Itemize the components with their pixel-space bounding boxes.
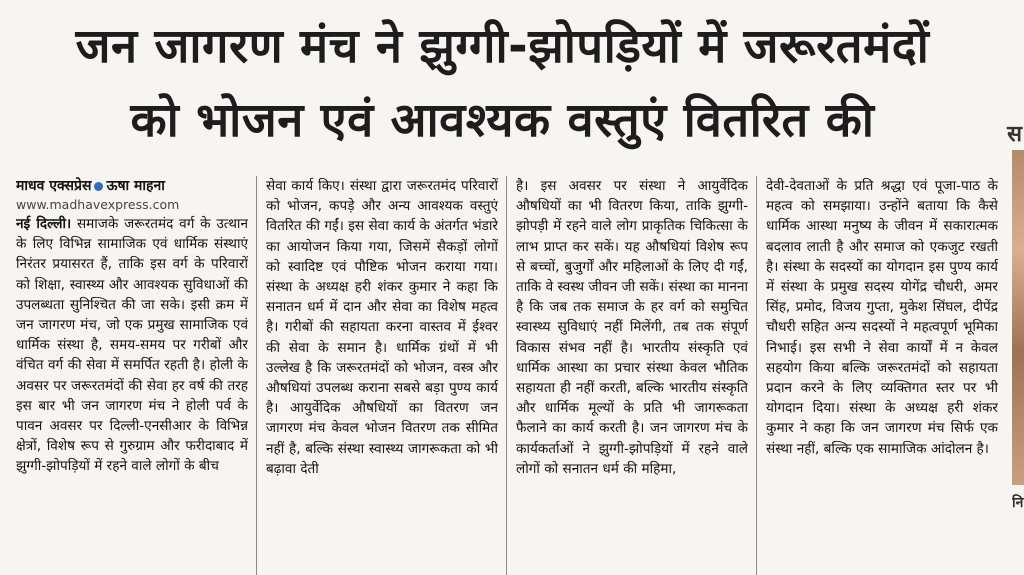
dateline: नई दिल्ली। [16,216,72,232]
article-column-2 [266,176,498,575]
adjacent-photo-fragment [1012,150,1024,485]
website-url: www.madhavexpress.com [16,197,180,212]
article-text: है। इस अवसर पर संस्था ने आयुर्वेदिक औषधियों का भी वितरण किया, ताकि झुग्गी-झोपड़ी में रहने वाले लोग प्राकृतिक चिकित्सा के लाभ प्राप्त कर सकें। यह औषधियां विशेष रूप से बच्चों, बुजुर्गों और महिलाओं के लिए दी गईं, ताकि वे स्वस्थ जीवन जी सकें। संस्था का मानना है कि जब तक समाज के हर वर्ग को समुचित स्वास्थ्य सुविधाएं नहीं मिलेंगी, तब तक संपूर्ण विकास संभव नहीं है। भारतीय संस्कृति एवं धार्मिक आस्था का प्रचार संस्था केवल भौतिक सहायता ही नहीं करती, बल्कि भारतीय संस्कृति और धार्मिक मूल्यों के प्रति भी जागरूकता फैलाने का कार्य करती है। जन जागरण मंच के कार्यकर्ताओं ने झुग्गी-झोपड़ियों में रहने वाले लोगों को सनातन धर्म की महिमा, [516,178,748,477]
byline [16,176,248,196]
headline-line-1: जन जागरण मंच ने झुग्गी-झोपड़ियों में जरूरतमंदों [75,19,930,74]
article-text: देवी-देवताओं के प्रति श्रद्धा एवं पूजा-पाठ के महत्व को समझाया। उन्होंने बताया कि कैसे धार्मिक आस्था मनुष्य के जीवन में सकारात्मक बदलाव लाती है और समाज को एकजुट रखती है। संस्था के सदस्यों का योगदान इस पुण्य कार्य में संस्था के प्रमुख सदस्य योगेंद्र चौधरी, अमर सिंह, प्रमोद, विजय गुप्ता, मुकेश सिंघल, दीपेंद्र चौधरी सहित अन्य सदस्यों ने महत्वपूर्ण भूमिका निभाई। इस सभी ने सेवा कार्यों में न केवल सहयोग किया बल्कि जरूरतमंदों को सहायता प्रदान करने के लिए व्यक्तिगत स्तर पर भी योगदान दिया। संस्था के अध्यक्ष हरी शंकर कुमार ने कहा कि जन जागरण मंच सिर्फ एक संस्था नहीं, बल्कि एक सामाजिक आंदोलन है। [766,178,998,457]
article-body [16,176,996,575]
bullet-dot-icon [94,182,103,191]
article-text: सेवा कार्य किए। संस्था द्वारा जरूरतमंद परिवारों को भोजन, कपड़े और अन्य आवश्यक वस्तुएं वितरित की गईं। इस सेवा कार्य के अंतर्गत भंडारे का आयोजन किया गया, जिसमें सैकड़ों लोगों को स्वादिष्ट एवं पौष्टिक भोजन कराया गया। संस्था के अध्यक्ष हरी शंकर कुमार ने कहा कि सनातन धर्म में दान और सेवा का विशेष महत्व है। गरीबों की सहायता करना वास्तव में ईश्वर की सेवा के समान है। धार्मिक ग्रंथों में भी उल्लेख है कि जरूरतमंदों को भोजन, वस्त्र और औषधियां उपलब्ध कराना सबसे बड़ा पुण्य कार्य है। आयुर्वेदिक औषधियों का वितरण जन जागरण मंच केवल भोजन वितरण तक सीमित नहीं है, बल्कि संस्था स्वास्थ्य जागरूकता को भी बढ़ावा देती [266,178,498,477]
adjacent-caption-fragment: नि [1012,495,1024,511]
headline [0,10,1005,158]
publication-name: माधव एक्सप्रेस [16,178,92,194]
article-text: समाजके जरूरतमंद वर्ग के उत्थान के लिए विभिन्न सामाजिक एवं धार्मिक संस्थाएं निरंतर प्रयासरत हैं, ताकि इस वर्ग के परिवारों को शिक्षा, स्वास्थ्य और आवश्यक सुविधाओं की उपलब्धता सुनिश्चित की जा सके। इसी क्रम में जन जागरण मंच, जो एक प्रमुख सामाजिक एवं धार्मिक संस्था है, समय-समय पर गरीबों और वंचित वर्ग की सेवा में समर्पित रहती है। होली के अवसर पर जरूरतमंदों की सेवा हर वर्ष की तरह इस बार भी जन जागरण मंच ने होली पर्व के पावन अवसर पर दिल्ली-एनसीआर के विभिन्न क्षेत्रों, विशेष रूप से गुरुग्राम और फरीदाबाद में झुग्गी-झोपड़ियों में रहने वाले लोगों के बीच [16,216,248,475]
article-column-1 [16,176,248,575]
article-column-3 [516,176,748,575]
headline-line-2: को भोजन एवं आवश्यक वस्तुएं वितरित की [130,93,875,148]
article-column-4 [766,176,998,575]
adjacent-article-fragment: स [1007,122,1022,147]
reporter-name: ऊषा माहना [106,178,165,194]
